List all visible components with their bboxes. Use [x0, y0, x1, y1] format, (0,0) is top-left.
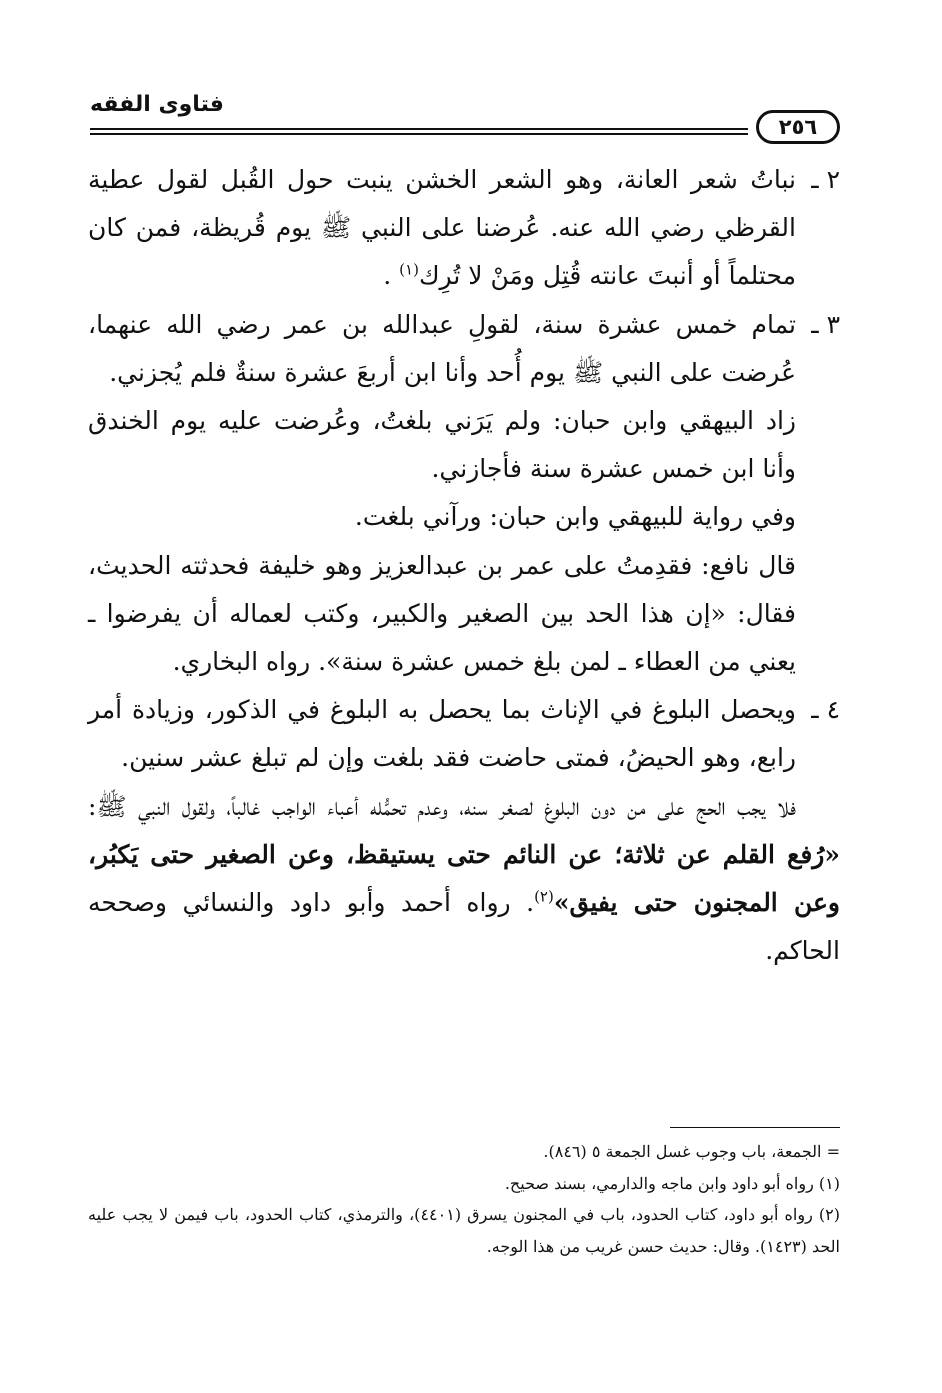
- list-item-3: [88, 301, 840, 397]
- item-3-nafi-quote: قال نافع: فقدِمتُ على عمر بن عبدالعزيز وهو خليفة فحدثته الحديث، فقال: «إن هذا الحد بين الصغير والكبير، وكتب لعماله أن يفرضوا ـ يعني من العطاء ـ لمن بلغ خمس عشرة سنة». رواه البخاري.: [88, 550, 796, 677]
- header-rule: [90, 128, 748, 135]
- closing-paragraph: [88, 783, 840, 976]
- item-text: [88, 156, 796, 301]
- item-number: ٣ ـ: [811, 309, 840, 339]
- list-item-4: [88, 686, 840, 782]
- page-header: [90, 92, 840, 148]
- footnotes: [88, 1136, 840, 1262]
- footnote-divider: [670, 1127, 840, 1128]
- item-4-text: ويحصل البلوغ في الإناث بما يحصل به البلوغ في الذكور، وزيادة أمر رابع، وهو الحيضُ، فمتى حاضت فقد بلغت وإن لم تبلغ عشر سنين.: [88, 695, 796, 773]
- main-text: [88, 156, 840, 975]
- item-3-addition-bayhaqi: زاد البيهقي وابن حبان: ولم يَرَني بلغتُ، وعُرضت عليه يوم الخندق وأنا ابن خمس عشرة سنة فأجازني.: [88, 406, 796, 484]
- item-2-end: .: [383, 261, 392, 291]
- footnote-1: (١) رواه أبو داود وابن ماجه والدارمي، بسند صحيح.: [504, 1173, 840, 1193]
- footnote-ref-1: (١): [399, 261, 419, 280]
- item-number: ٤ ـ: [811, 695, 840, 725]
- closing-pre: فلا يجب الحج على من دون البلوغ لصغر سنه، وعدم تحمُّله أعباء الواجب غالباً، ولقول النبي ﷺ:: [88, 791, 796, 821]
- item-3-text: تمام خمس عشرة سنة، لقولِ عبدالله بن عمر رضي الله عنهما، عُرضت على النبي ﷺ يوم أُحد وأنا ابن أربعَ عشرة سنةٌ فلم يُجزني.: [88, 309, 796, 387]
- list-item-2: [88, 156, 840, 301]
- footnote-continuation: = الجمعة، باب وجوب غسل الجمعة ٥ (٨٤٦).: [543, 1142, 840, 1161]
- item-number: ٢ ـ: [811, 165, 840, 194]
- book-title: فتاوى الفقه: [90, 92, 224, 117]
- page-number: ٢٥٦: [756, 110, 840, 144]
- footnote-2: (٢) رواه أبو داود، كتاب الحدود، باب في المجنون يسرق (٤٤٠١)، والترمذي، كتاب الحدود، باب فيمن لا يجب عليه الحد (١٤٢٣). وقال: حديث حسن غريب من هذا الوجه.: [88, 1205, 841, 1256]
- footnote-ref-2: (٢): [534, 887, 554, 906]
- hadith-quote: «رُفع القلم عن ثلاثة؛ عن النائم حتى يستيقظ، وعن الصغير حتى يَكبُر، وعن المجنون حتى يفيق»: [88, 839, 841, 918]
- item-2-text: نباتُ شعر العانة، وهو الشعر الخشن ينبت حول القُبل لقول عطية القرظي رضي الله عنه. عُرضنا على النبي ﷺ يوم قُريظة، فمن كان محتلماً أو أنبتَ عانته قُتِل ومَنْ لا تُرِك: [88, 165, 796, 291]
- closing-post: . رواه أحمد وأبو داود والنسائي وصححه الحاكم.: [88, 888, 840, 966]
- item-3-narration: وفي رواية للبيهقي وابن حبان: ورآني بلغت.: [354, 502, 796, 532]
